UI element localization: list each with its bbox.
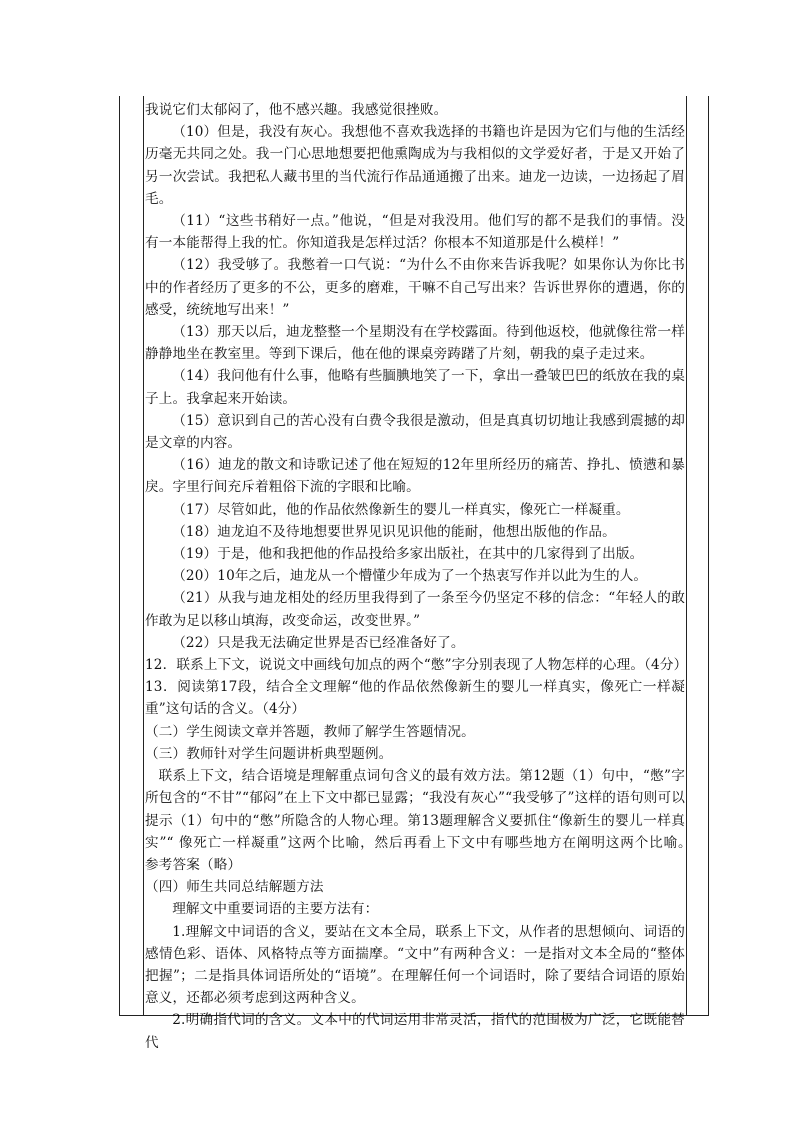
paragraph: （19）于是，他和我把他的作品投给多家出版社，在其中的几家得到了出版。 [172,546,644,563]
paragraph: （21）从我与迪龙相处的经历里我得到了一条至今仍坚定不移的信念：“年轻人的敢作敢为足以移山填海，改变命运，改变世界。” [145,590,685,629]
paragraph: （14）我问他有什么事，他略有些腼腆地笑了一下，拿出一叠皱巴巴的纸放在我的桌子上。我拿起来开始读。 [145,368,685,407]
question-12: 12．联系上下文，说说文中画线句加点的两个“憋”字分别表现了人物怎样的心理。（4分） [145,657,688,674]
analysis-paragraph: 联系上下文，结合语境是理解重点词句含义的最有效方法。第12题（1）句中，“憋”字所包含的“不甘”“郁闷”在上下文中都已显露；“我没有灰心”“我受够了”这样的语句则可以提示（1）句中的“憋”所隐含的人物心理。第13题理解含义要抓住“像新生的婴儿一样真实”“ 像死亡一样凝重”这两个比喻，然后再看上下文中有哪些地方在阐明这两个比喻。 参考答案（略） [145,768,713,873]
step-heading: （二）学生阅读文章并答题，教师了解学生答题情况。 [145,723,475,740]
method-item: 1.理解文中词语的含义，要站在文本全局，联系上下文，从作者的思想倾向、词语的感情色彩、语体、风格特点等方面揣摩。“文中”有两种含义：一是指对文本全局的“整体把握”；二是指具体词语所处的“语境”。在理解任何一个词语时，除了要结合词语的原始意义，还都必须考虑到这两种含义。 [145,923,685,1007]
paragraph: （17）尽管如此，他的作品依然像新生的婴儿一样真实，像死亡一样凝重。 [172,501,630,518]
lesson-content [145,99,713,1054]
paragraph: （13）那天以后，迪龙整整一个星期没有在学校露面。待到他返校，他就像往常一样静静地坐在教室里。等到下课后，他在他的课桌旁踌躇了片刻，朝我的桌子走过来。 [145,324,685,363]
table-border-left [119,96,120,1016]
table-column-divider-left [143,96,144,1016]
table-column-divider-right [686,96,687,1016]
method-intro: 理解文中重要词语的主要方法有： [172,901,379,918]
paragraph: （12）我受够了。我憋着一口气说：“为什么不由你来告诉我呢？如果你认为你比书中的作者经历了更多的不公，更多的磨难，干嘛不自己写出来？告诉世界你的遭遇，你的感受，统统地写出来！” [145,257,685,318]
question-13: 13．阅读第17段，结合全文理解“他的作品依然像新生的婴儿一样真实，像死亡一样凝重”这句话的含义。（4分） [145,679,685,718]
paragraph: （16）迪龙的散文和诗歌记述了他在短短的12年里所经历的痛苦、挣扎、愤懑和暴戾。字里行间充斥着粗俗下流的字眼和比喻。 [145,457,685,496]
paragraph: （10）但是，我没有灰心。我想他不喜欢我选择的书籍也许是因为它们与他的生活经历毫无共同之处。我一门心思地想要把他熏陶成为与我相似的文学爱好者，于是又开始了另一次尝试。我把私人藏书里的当代流行作品通通搬了出来。迪龙一边读，一边扬起了眉毛。 [145,124,685,207]
paragraph: （22）只是我无法确定世界是否已经准备好了。 [172,634,465,651]
paragraph: 我说它们太郁闷了，他不感兴趣。我感觉很挫败。 [145,102,448,118]
paragraph: （20）10年之后，迪龙从一个懵懂少年成为了一个热衷写作并以此为生的人。 [172,568,648,585]
paragraph: （11）“这些书稍好一点。”他说，“但是对我没用。他们写的都不是我们的事情。没有一本能帮得上我的忙。你知道我是怎样过活？你根本不知道那是什么模样！” [145,213,685,252]
method-item: 2.明确指代词的含义。文本中的代词运用非常灵活，指代的范围极为广泛，它既能替代 [145,1012,685,1051]
paragraph: （15）意识到自己的苦心没有白费令我很是激动，但是真真切切地让我感到震撼的却是文章的内容。 [145,412,685,452]
table-border-right [708,96,709,1016]
step-heading: （三）教师针对学生问题讲析典型题例。 [145,745,393,762]
step-heading: （四）师生共同总结解题方法 [145,879,324,896]
paragraph: （18）迪龙迫不及待地想要世界见识见识他的能耐，他想出版他的作品。 [172,523,616,540]
